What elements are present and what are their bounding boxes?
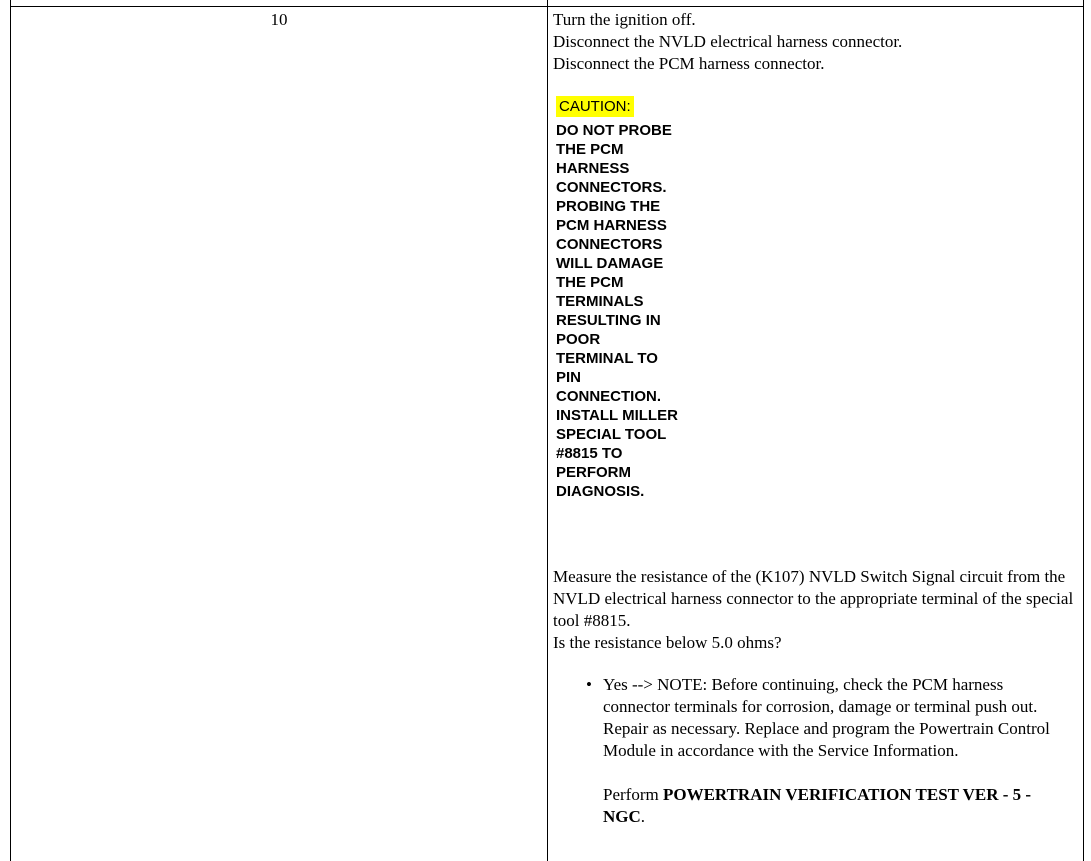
instruction-line: Turn the ignition off. — [553, 10, 696, 29]
table-column-divider — [547, 0, 548, 861]
measure-instruction — [553, 566, 1081, 654]
table-right-border — [1083, 0, 1084, 861]
perform-suffix: . — [640, 807, 646, 826]
instruction-line: Disconnect the PCM harness connector. — [553, 54, 825, 73]
caution-label: CAUTION: — [556, 96, 634, 117]
yes-option-content — [603, 674, 1073, 828]
yes-option-text: Yes --> NOTE: Before continuing, check the PCM harness connector terminals for corrosion, damage or terminal push out. Repair as necessary. Replace and program the Powertrain Control Module in accordance with the Service Information. — [603, 675, 1050, 760]
measure-text: Measure the resistance of the (K107) NVLD Switch Signal circuit from the NVLD electrical harness connector to the appropriate terminal of the special tool #8815. — [553, 567, 1074, 630]
instruction-list — [553, 9, 1081, 75]
measure-question: Is the resistance below 5.0 ohms? — [553, 633, 782, 652]
caution-box — [556, 96, 696, 501]
verification-test-link[interactable]: POWERTRAIN VERIFICATION TEST VER - 5 - NGC — [603, 785, 1032, 826]
perform-line — [603, 784, 1073, 828]
perform-prefix: Perform — [603, 785, 659, 804]
bullet-icon: • — [586, 675, 592, 694]
caution-text: DO NOT PROBE THE PCM HARNESS CONNECTORS. PROBING THE PCM HARNESS CONNECTORS WILL DAMAGE THE PCM TERMINALS RESULTING IN POOR TERMINAL TO PIN CONNECTION. INSTALL MILLER SPECIAL TOOL #8815 TO PERFORM DIAGNOSIS. — [556, 122, 678, 500]
instruction-line: Disconnect the NVLD electrical harness connector. — [553, 32, 903, 51]
table-left-border — [10, 0, 11, 861]
step-number: 10 — [270, 10, 288, 29]
